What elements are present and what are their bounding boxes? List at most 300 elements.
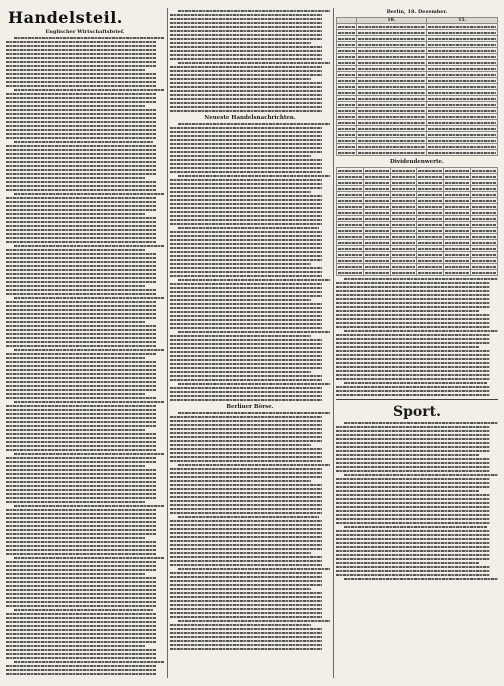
text-line [336,574,490,576]
text-line [6,417,156,419]
text-line [14,401,164,403]
column-middle [170,8,330,678]
text-line [6,641,156,643]
text-line [14,557,164,559]
table-row [337,150,498,156]
text-line [170,476,322,478]
text-line [170,215,322,217]
text-line [170,287,322,289]
text-line [6,165,156,167]
text-line [14,193,164,195]
text-line [6,49,156,51]
table-header: 18. [356,18,427,24]
text-line [6,57,156,59]
text-line [6,397,156,399]
text-line [170,512,322,514]
text-line [336,366,490,368]
text-line [170,66,322,68]
text-line [170,231,322,233]
text-line [170,572,322,574]
text-line [6,613,156,615]
section-heading: Dividendenwerte. [390,159,444,165]
text-line [6,153,156,155]
text-line [6,389,156,391]
text-line [6,585,156,587]
text-line [6,185,156,187]
text-line [336,510,490,512]
text-line [6,217,156,219]
text-line [6,257,156,259]
text-line [6,549,156,551]
text-line [170,608,322,610]
text-line [170,576,322,578]
text-line [6,337,156,339]
text-line [6,93,156,95]
text-line [336,426,490,428]
text-line [170,600,322,602]
text-line [336,282,490,284]
text-line [6,625,156,627]
text-line [6,637,156,639]
article-body [336,422,498,580]
text-line [170,34,322,36]
text-line [170,74,322,76]
text-line [170,632,322,634]
text-line [178,175,330,177]
text-line [6,621,156,623]
text-line [6,565,156,567]
text-line [170,223,322,225]
text-line [170,355,322,357]
text-line [170,143,322,145]
table-cell [427,150,498,156]
text-line [336,558,490,560]
column-rule [333,8,334,678]
newspaper-page [6,8,498,678]
text-line [336,506,490,508]
text-line [6,497,156,499]
text-line [6,109,156,111]
text-line [170,560,322,562]
text-line [6,537,145,539]
text-line [336,358,490,360]
text-line [170,139,322,141]
table-cell [356,150,427,156]
table-cell [417,270,444,276]
text-line [170,500,322,502]
text-line [6,325,156,327]
text-line [170,135,322,137]
text-line [6,581,156,583]
table-cell [337,270,364,276]
text-line [170,94,322,96]
text-line [6,45,156,47]
text-line [170,395,322,397]
text-line [6,149,156,151]
text-line [6,65,156,67]
text-line [6,341,156,343]
text-line [336,450,490,452]
text-line [336,478,490,480]
text-line [6,489,156,491]
text-line [14,661,164,663]
text-line [6,329,156,331]
text-line [6,293,156,295]
text-line [336,338,490,340]
text-line [6,197,156,199]
column-left [6,8,164,678]
text-line [170,556,322,558]
text-line [6,177,145,179]
text-line [336,554,490,556]
text-line [178,568,330,570]
text-line [6,117,156,119]
text-line [344,278,498,280]
text-line [6,421,156,423]
text-line [336,562,479,564]
text-line [6,577,156,579]
text-line [170,359,322,361]
text-line [6,573,145,575]
text-line [6,457,156,459]
text-line [170,596,322,598]
text-line [6,433,156,435]
text-line [170,428,322,430]
text-line [344,578,498,580]
text-line [6,97,156,99]
text-line [170,436,322,438]
text-line [178,620,330,622]
text-line [170,54,322,56]
text-line [6,69,145,71]
text-line [336,518,490,520]
section-heading: Neueste Handelsnachrichten. [204,115,296,121]
text-line [170,484,322,486]
text-line [6,225,156,227]
text-line [170,291,322,293]
text-line [170,648,322,650]
table-cell [337,150,357,156]
text-line [170,452,322,454]
text-line [170,319,322,321]
text-line [336,306,490,308]
text-line [178,412,330,414]
text-line [170,98,322,100]
text-line [6,441,156,443]
article-body [170,412,330,650]
text-line [6,157,156,159]
text-line [170,46,322,48]
stock-table [336,17,498,156]
text-line [170,38,322,40]
text-line [6,169,156,171]
text-line [336,466,490,468]
text-line [170,299,311,301]
text-line [6,137,156,139]
masthead: Handelsteil. [8,8,123,27]
dividend-table [336,167,498,276]
text-line [336,286,490,288]
section-heading: Berliner Börse. [226,404,274,410]
text-line [170,203,322,205]
text-line [170,520,322,522]
text-line [6,273,156,275]
text-line [6,485,156,487]
text-line [170,416,322,418]
text-line [6,473,156,475]
text-line [6,201,156,203]
text-line [6,545,156,547]
text-line [170,127,322,129]
text-line [6,357,145,359]
text-line [170,552,311,554]
text-line [6,277,156,279]
text-line [6,593,156,595]
text-line [170,540,322,542]
text-line [178,62,330,64]
text-line [6,413,156,415]
text-line [14,349,164,351]
text-line [170,584,322,586]
text-line [336,470,490,472]
text-line [6,205,156,207]
text-line [170,58,322,60]
text-line [344,382,487,384]
text-line [6,493,156,495]
text-line [6,365,156,367]
column-rule [167,8,168,678]
text-line [336,386,490,388]
text-line [14,89,164,91]
text-line [14,245,164,247]
text-line [6,533,156,535]
text-line [170,504,322,506]
text-line [6,353,156,355]
text-line [170,307,322,309]
text-line [6,405,156,407]
text-line [6,529,156,531]
text-line [336,322,490,324]
text-line [170,564,322,566]
text-line [6,105,145,107]
text-line [170,183,322,185]
text-line [170,219,322,221]
text-line [170,315,322,317]
text-line [170,628,322,630]
text-line [6,133,156,135]
text-line [336,550,490,552]
text-line [336,454,479,456]
text-line [170,496,322,498]
text-line [336,458,490,460]
text-line [170,263,311,265]
text-line [170,14,322,16]
text-line [6,653,156,655]
text-line [336,546,490,548]
text-line [170,323,322,325]
text-line [170,612,322,614]
text-line [6,209,156,211]
text-line [170,343,322,345]
text-line [6,429,145,431]
text-line [170,259,322,261]
text-line [6,509,156,511]
text-line [170,644,322,646]
text-line [6,321,145,323]
text-line [6,85,156,87]
text-line [178,383,330,385]
text-line [170,42,311,44]
table-cell [390,270,417,276]
text-line [170,351,322,353]
text-line [6,553,156,555]
table-cell [444,270,471,276]
text-line [170,195,322,197]
text-line [6,437,156,439]
text-line [170,544,322,546]
text-line [6,617,156,619]
text-line [336,342,490,344]
article-body [170,10,330,112]
text-line [170,548,322,550]
text-line [336,302,490,304]
text-line [170,131,322,133]
text-line [170,327,322,329]
text-line [170,448,322,450]
text-line [170,26,322,28]
text-line [344,422,498,424]
text-line [6,41,156,43]
text-line [170,375,322,377]
text-line [170,106,322,108]
divider [336,399,498,400]
text-line [6,517,156,519]
text-line [6,361,156,363]
text-line [6,265,156,267]
text-line [6,173,156,175]
text-line [336,482,490,484]
section-subhead: Englischer Wirtschaftsbrief. [45,29,125,35]
text-line [336,362,490,364]
sport-heading: Sport. [393,404,441,420]
text-line [6,253,156,255]
text-line [6,461,156,463]
text-line [336,462,490,464]
text-line [336,374,490,376]
text-line [170,456,322,458]
text-line [6,73,156,75]
text-line [170,207,322,209]
text-line [170,275,322,277]
text-line [170,528,322,530]
column-right [336,8,498,678]
text-line [6,373,156,375]
text-line [170,199,322,201]
text-line [6,649,156,651]
text-line [170,211,322,213]
text-line [170,379,322,381]
text-line [336,538,490,540]
text-line [6,181,156,183]
text-line [6,525,156,527]
text-line [170,472,322,474]
text-line [170,492,322,494]
text-line [6,645,145,647]
text-line [170,588,311,590]
text-line [170,295,322,297]
text-line [336,390,490,392]
text-line [6,449,156,451]
text-line [6,409,156,411]
text-line [170,251,322,253]
text-line [170,191,311,193]
text-line [6,469,156,471]
text-line [6,369,156,371]
text-line [6,541,156,543]
text-line [6,393,145,395]
table-cell [471,270,498,276]
text-line [6,309,156,311]
table-row [337,270,498,276]
text-line [170,102,322,104]
text-line [170,247,322,249]
text-line [6,501,145,503]
text-line [336,394,490,396]
text-line [6,53,156,55]
text-line [178,123,330,125]
text-line [6,289,156,291]
text-line [6,121,156,123]
text-line [6,189,156,191]
text-line [170,18,322,20]
text-line [6,233,156,235]
text-line [170,592,322,594]
text-line [6,477,156,479]
text-line [178,331,330,333]
text-line [6,285,145,287]
text-line [170,110,322,112]
text-line [170,171,322,173]
text-line [14,37,164,39]
text-line [170,480,311,482]
text-line [6,229,156,231]
text-line [170,255,322,257]
text-line [336,430,490,432]
text-line [336,502,490,504]
text-line [170,508,322,510]
text-line [170,468,322,470]
text-line [344,474,498,476]
text-line [336,570,490,572]
text-line [6,629,156,631]
text-line [170,524,322,526]
text-line [170,78,311,80]
article-body [6,37,164,675]
article-body [170,123,330,401]
text-line [336,310,479,312]
text-line [336,534,490,536]
text-line [336,318,490,320]
text-line [170,163,322,165]
text-line [6,385,156,387]
text-line [170,239,322,241]
text-line [170,283,322,285]
text-line [6,237,156,239]
text-line [170,70,322,72]
text-line [170,604,322,606]
text-line [6,305,156,307]
text-line [6,597,156,599]
